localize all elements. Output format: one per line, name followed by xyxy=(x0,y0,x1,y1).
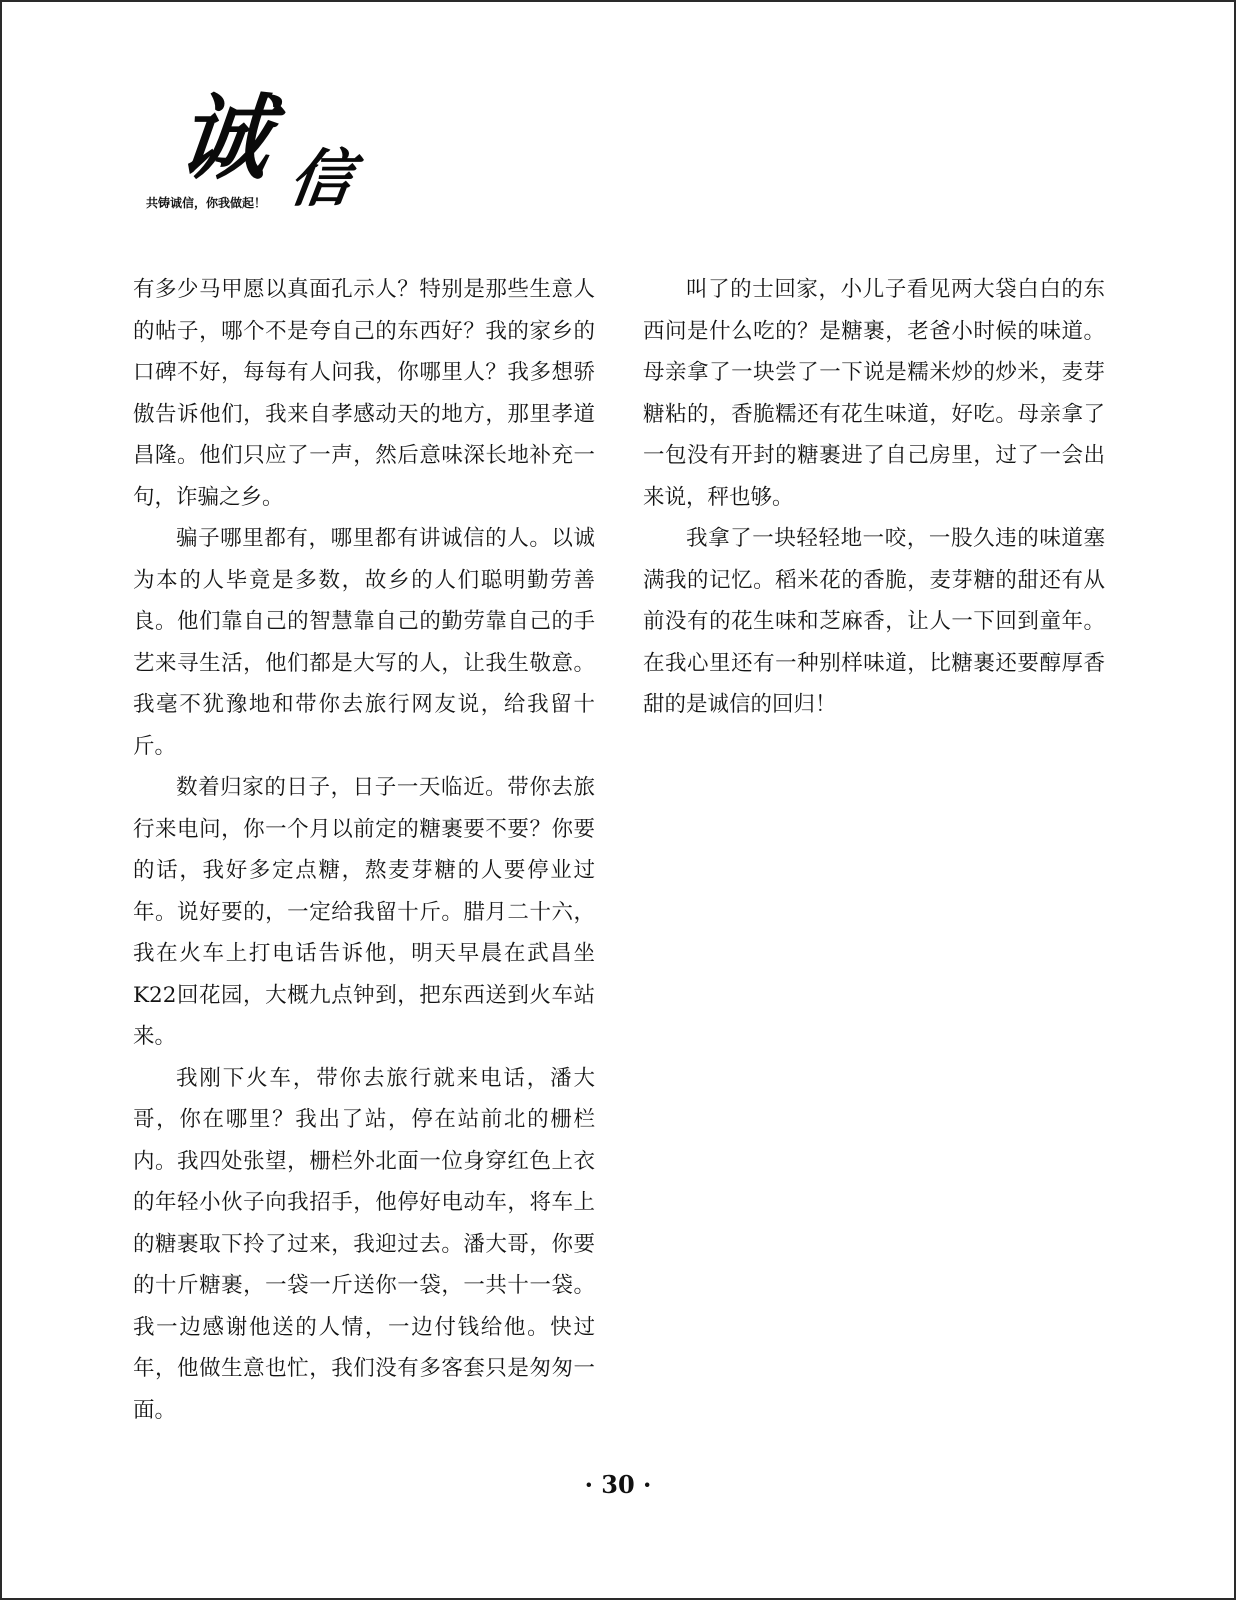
paragraph: 数着归家的日子，日子一天临近。带你去旅行来电问，你一个月以前定的糖裹要不要？你要的话，我好多定点糖，熬麦芽糖的人要停业过年。说好要的，一定给我留十斤。腊月二十六，我在火车上打电话告诉他，明天早晨在武昌坐K22回花园，大概九点钟到，把东西送到火车站来。 xyxy=(133,775,595,1049)
paragraph: 骗子哪里都有，哪里都有讲诚信的人。以诚为本的人毕竟是多数，故乡的人们聪明勤劳善良。他们靠自己的智慧靠自己的勤劳靠自己的手艺来寻生活，他们都是大写的人，让我生敬意。我毫不犹豫地和带你去旅行网友说，给我留十斤。 xyxy=(133,526,595,759)
left-column xyxy=(133,269,595,1431)
masthead-title-main: 诚 xyxy=(172,84,272,192)
masthead-title-sub: 信 xyxy=(284,142,358,215)
page-number: · 30 · xyxy=(584,1470,652,1499)
right-column xyxy=(643,269,1105,726)
masthead-logo xyxy=(140,84,370,222)
paragraph: 我拿了一块轻轻地一咬，一股久违的味道塞满我的记忆。稻米花的香脆，麦芽糖的甜还有从前没有的花生味和芝麻香，让人一下回到童年。在我心里还有一种别样味道，比糖裹还要醇厚香甜的是诚信的回归！ xyxy=(643,526,1105,717)
paragraph: 我刚下火车，带你去旅行就来电话，潘大哥，你在哪里？我出了站，停在站前北的栅栏内。我四处张望，栅栏外北面一位身穿红色上衣的年轻小伙子向我招手，他停好电动车，将车上的糖裹取下拎了过来，我迎过去。潘大哥，你要的十斤糖裹，一袋一斤送你一袋，一共十一袋。我一边感谢他送的人情，一边付钱给他。快过年，他做生意也忙，我们没有多客套只是匆匆一面。 xyxy=(133,1065,595,1423)
paragraph: 有多少马甲愿以真面孔示人？特别是那些生意人的帖子，哪个不是夸自己的东西好？我的家乡的口碑不好，每每有人问我，你哪里人？我多想骄傲告诉他们，我来自孝感动天的地方，那里孝道昌隆。他们只应了一声，然后意味深长地补充一句，诈骗之乡。 xyxy=(133,277,595,510)
masthead-slogan: 共铸诚信，你我做起！ xyxy=(146,196,267,210)
paragraph: 叫了的士回家，小儿子看见两大袋白白的东西问是什么吃的？是糖裹，老爸小时候的味道。母亲拿了一块尝了一下说是糯米炒的炒米，麦芽糖粘的，香脆糯还有花生味道，好吃。母亲拿了一包没有开封的糖裹进了自己房里，过了一会出来说，秤也够。 xyxy=(643,277,1105,510)
